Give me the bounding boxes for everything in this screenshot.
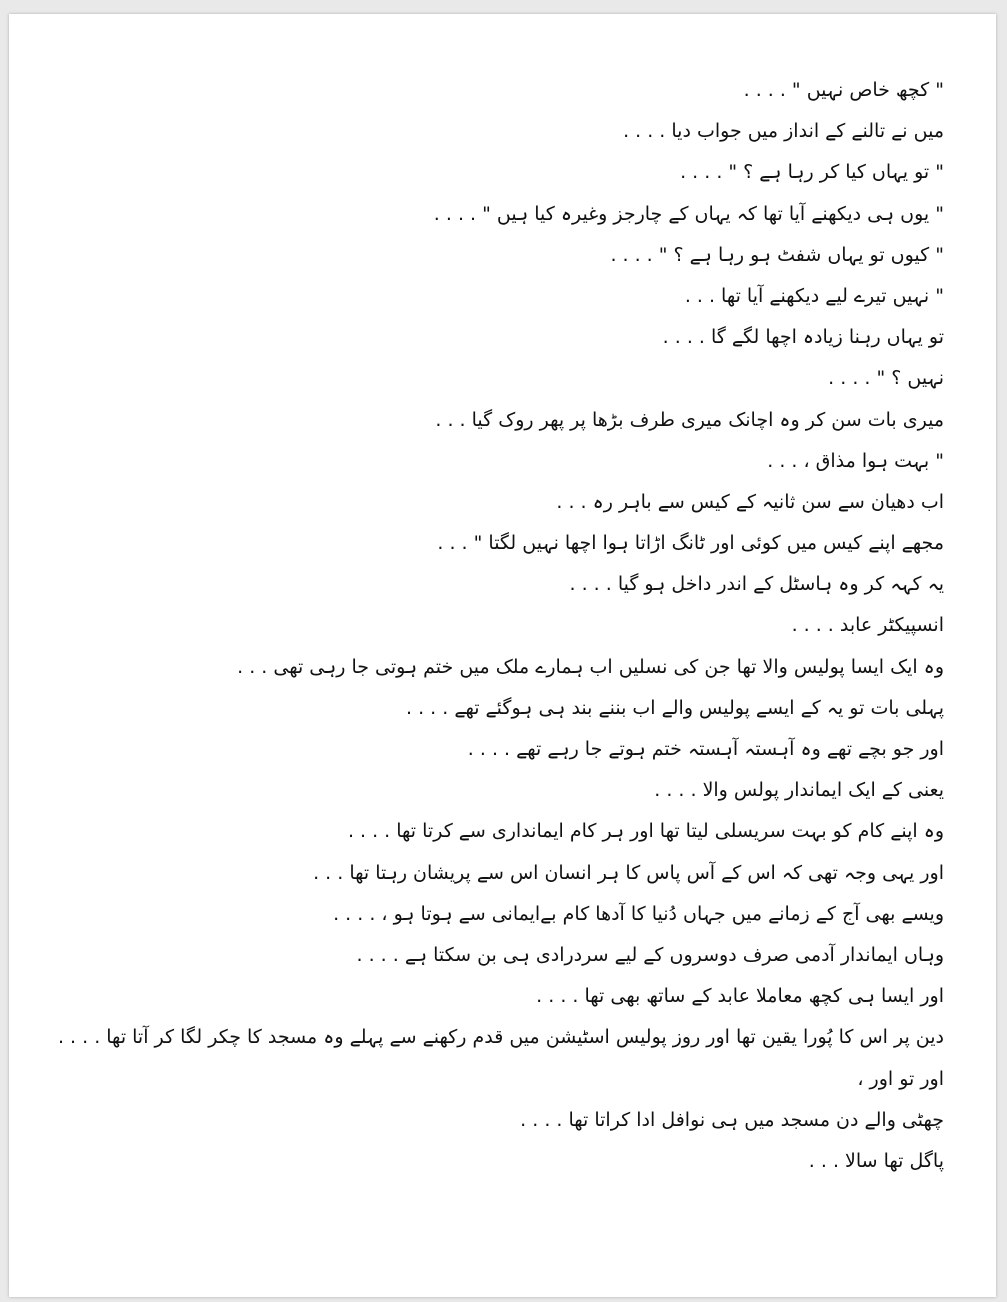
- text-line: اور جو بچے تھے وہ آہستہ آہستہ ختم ہوتے جا رہے تھے . . . .: [467, 738, 944, 760]
- text-line: پاگل تھا سالا . . .: [808, 1149, 944, 1172]
- text-line: اب دھیان سے سن ثانیہ کے کیس سے باہر رہ . . .: [556, 490, 944, 513]
- text-line: یعنی کے ایک ایماندار پولس والا . . . .: [654, 779, 944, 802]
- document-page: [9, 14, 996, 1297]
- text-line: " یوں ہی دیکھنے آیا تھا کہ یہاں کے چارجز وغیرہ کیا ہیں " . . . .: [433, 202, 944, 225]
- text-line: میں نے تالنے کے انداز میں جواب دیا . . . .: [623, 120, 944, 143]
- text-line-wrapped: دین پر اس کا پُورا یقین تھا اور روز پولیس اسٹیشن میں قدم رکھنے سے پہلے وہ مسجد کا چکر لگا کر آتا تھا . . . .: [57, 1026, 944, 1049]
- document-body: [39, 70, 944, 1182]
- text-line: چھٹی والے دن مسجد میں ہی نوافل ادا کراتا تھا . . . .: [520, 1108, 944, 1131]
- text-line: " کچھ خاص نہیں " . . . .: [743, 79, 944, 101]
- text-line: " نہیں تیرے لیے دیکھنے آیا تھا . . .: [684, 284, 944, 307]
- text-line: اور ایسا ہی کچھ معاملا عابد کے ساتھ بھی تھا . . . .: [536, 985, 944, 1008]
- text-line: مجھے اپنے کیس میں کوئی اور ٹانگ اڑاتا ہوا اچھا نہیں لگتا " . . .: [437, 532, 944, 555]
- text-line: پہلی بات تو یہ کے ایسے پولیس والے اب بننے بند ہی ہوگئے تھے . . . .: [406, 696, 944, 719]
- text-line: " تو یہاں کیا کر رہا ہے ؟ " . . . .: [680, 161, 944, 184]
- text-line: اور تو اور ،: [857, 1067, 944, 1090]
- text-line: اور یہی وجہ تھی کہ اس کے آس پاس کا ہر انسان اس سے پریشان رہتا تھا . . .: [313, 861, 944, 884]
- text-line: نہیں ؟ " . . . .: [828, 367, 944, 390]
- text-line: میری بات سن کر وہ اچانک میری طرف بڑھا پر پھر روک گیا . . .: [435, 408, 944, 431]
- text-line: " بہت ہوا مذاق ، . . .: [767, 449, 944, 472]
- text-line: وہ ایک ایسا پولیس والا تھا جن کی نسلیں اب ہمارے ملک میں ختم ہوتی جا رہی تھی . . .: [237, 655, 944, 678]
- text-line: انسپیکٹر عابد . . . .: [791, 614, 944, 637]
- text-line: یہ کہہ کر وہ ہاسٹل کے اندر داخل ہو گیا . . . .: [569, 573, 944, 596]
- text-line: تو یہاں رہنا زیادہ اچھا لگے گا . . . .: [662, 326, 944, 349]
- text-line: وہ اپنے کام کو بہت سریسلی لیتا تھا اور ہر کام ایمانداری سے کرتا تھا . . . .: [347, 820, 944, 843]
- text-line: " کیوں تو یہاں شفٹ ہو رہا ہے ؟ " . . . .: [610, 243, 944, 266]
- text-line: وہاں ایماندار آدمی صرف دوسروں کے لیے سردرادی ہی بن سکتا ہے . . . .: [356, 943, 944, 966]
- text-line: ویسے بھی آج کے زمانے میں جہاں دُنیا کا آدھا کام بےایمانی سے ہوتا ہو ، . . . .: [333, 902, 944, 925]
